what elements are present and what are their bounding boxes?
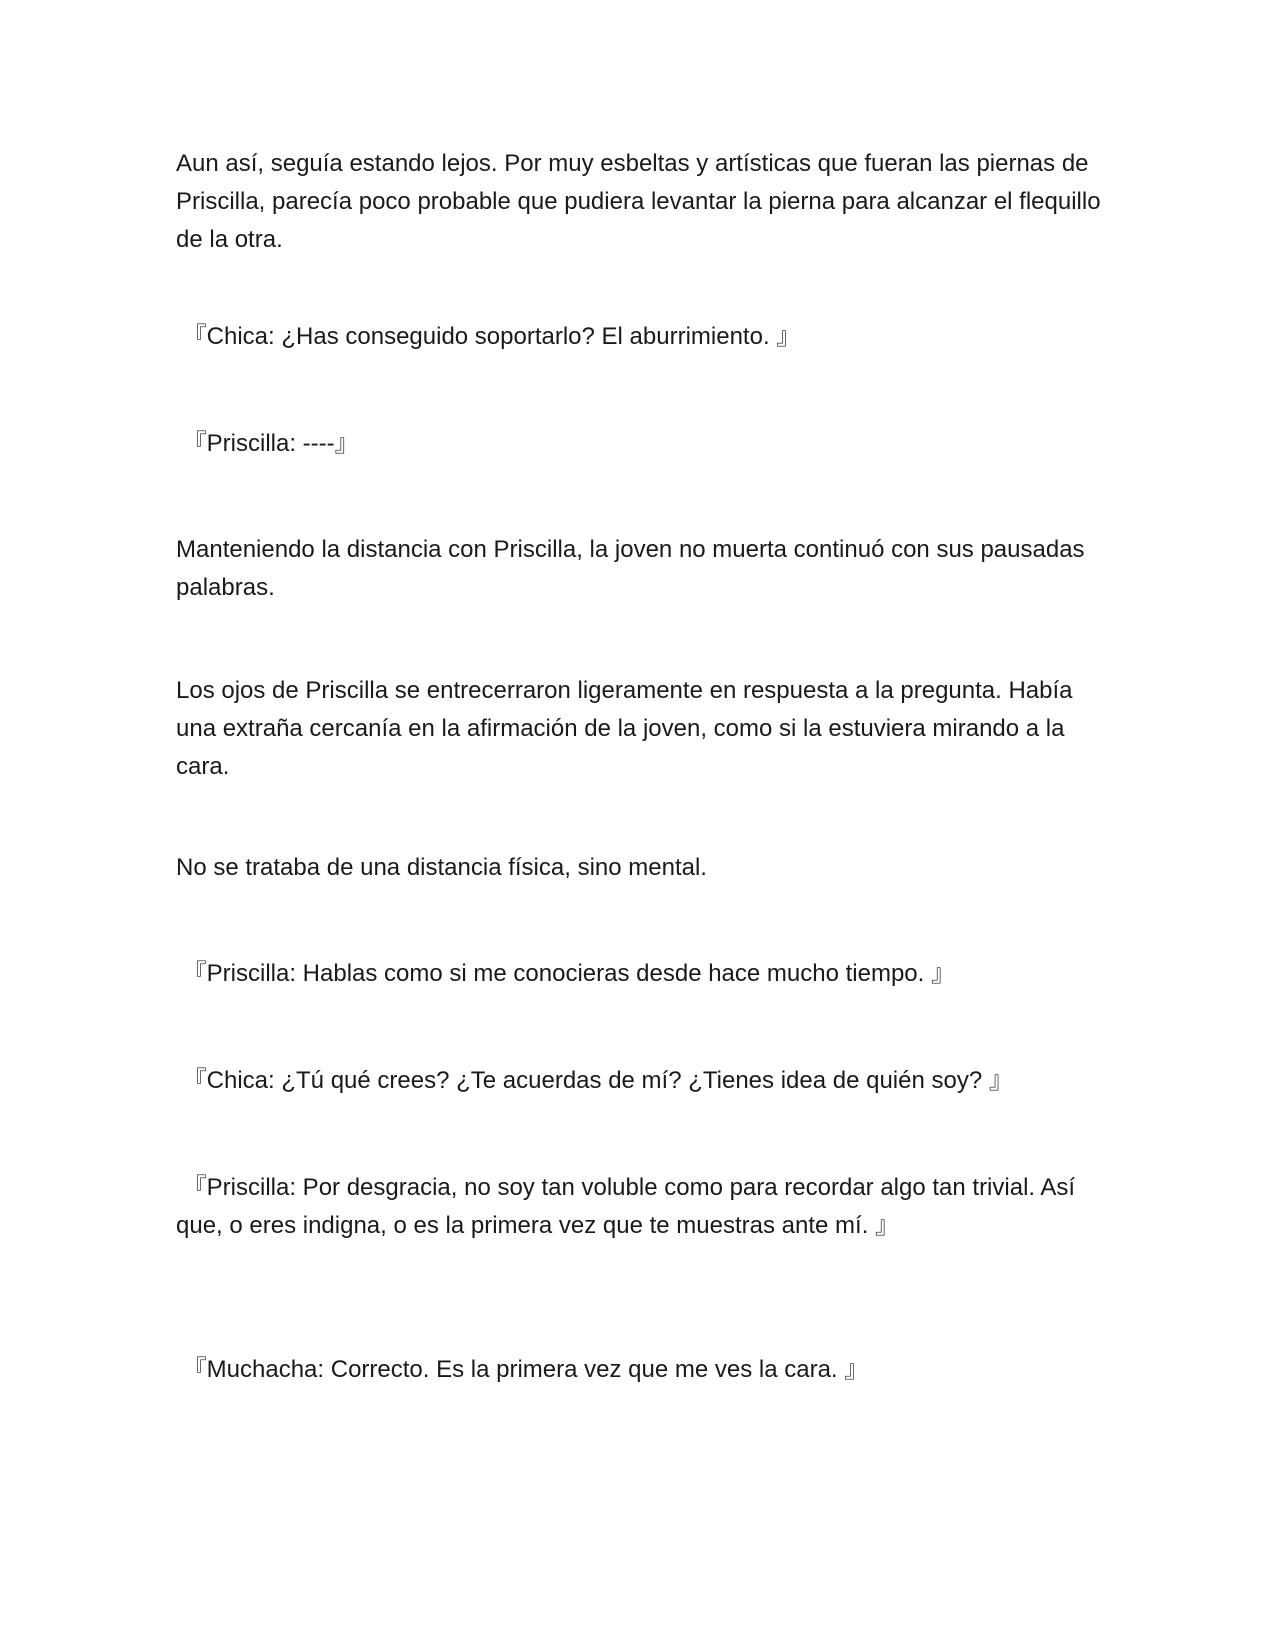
paragraph-dialogue-chica-2: 『Chica: ¿Tú qué crees? ¿Te acuerdas de mí? ¿Tienes idea de quién soy? 』 <box>176 1067 1013 1094</box>
paragraph-dialogue-priscilla-3: 『Priscilla: Por desgracia, no soy tan voluble como para recordar algo tan trivial. Así que, o eres indigna, o es la primera vez que te muestras ante mí. 』 <box>176 1174 1082 1239</box>
paragraph-narration-3: Los ojos de Priscilla se entrecerraron ligeramente en respuesta a la pregunta. Había una extraña cercanía en la afirmación de la joven, como si la estuviera mirando a la cara. <box>176 677 1080 780</box>
paragraph-narration-2: Manteniendo la distancia con Priscilla, la joven no muerta continuó con sus pausadas palabras. <box>176 536 1092 601</box>
paragraph-dialogue-priscilla-2: 『Priscilla: Hablas como si me conocieras desde hace mucho tiempo. 』 <box>176 960 955 987</box>
paragraph-narration-1: Aun así, seguía estando lejos. Por muy esbeltas y artísticas que fueran las piernas de Priscilla, parecía poco probable que pudiera levantar la pierna para alcanzar el flequillo de la otra. <box>176 150 1108 253</box>
paragraph-dialogue-priscilla-1: 『Priscilla: ----』 <box>176 430 359 457</box>
paragraph-dialogue-muchacha-1: 『Muchacha: Correcto. Es la primera vez que me ves la cara. 』 <box>176 1356 869 1383</box>
paragraph-narration-4: No se trataba de una distancia física, sino mental. <box>176 854 707 881</box>
paragraph-dialogue-chica-1: 『Chica: ¿Has conseguido soportarlo? El aburrimiento. 』 <box>176 323 801 350</box>
